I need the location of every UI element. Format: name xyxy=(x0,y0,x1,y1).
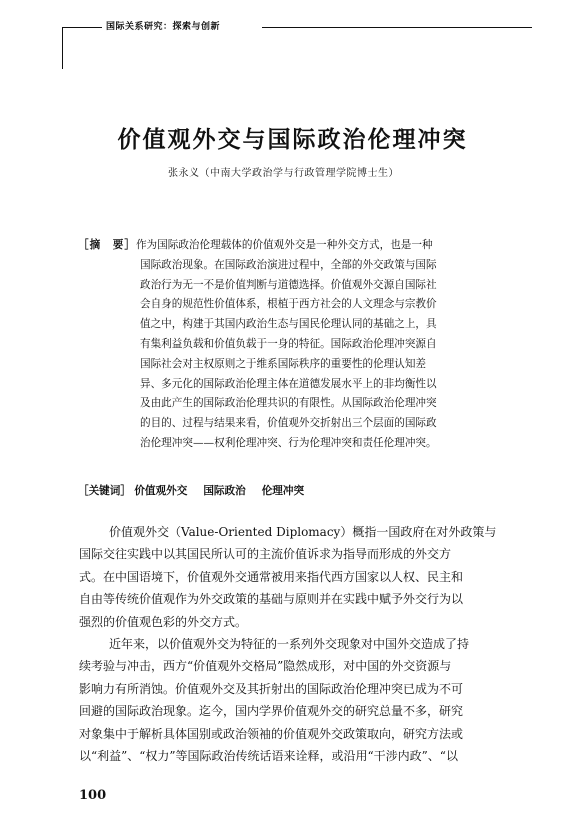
abstract-line-text: 治伦理冲突——权利伦理冲突、行为伦理冲突和责任伦理冲突。 xyxy=(140,436,437,449)
header-rule-vertical xyxy=(62,27,63,69)
abstract-line xyxy=(78,295,528,315)
keyword-item: 价值观外交 xyxy=(134,485,188,497)
abstract-line-text: 会自身的规范性价值体系，根植于西方社会的人文理念与宗教价 xyxy=(140,298,437,311)
abstract-line-text: 政治行为无一不是价值判断与道德选择。价值观外交源自国际社 xyxy=(140,278,437,291)
body-line: 影响力有所消蚀。价值观外交及其折射出的国际政治伦理冲突已成为不可 xyxy=(79,681,464,696)
keyword-item: 国际政治 xyxy=(203,485,246,497)
abstract-line xyxy=(78,375,528,395)
header-rule-left xyxy=(62,27,102,28)
abstract-line xyxy=(78,236,528,256)
abstract-label: ［摘 要］ xyxy=(78,239,136,251)
author-line: 张永义（中南大学政治学与行政管理学院博士生） xyxy=(168,168,399,179)
running-head: 国际关系研究：探索与创新 xyxy=(106,22,221,32)
abstract-line xyxy=(78,276,528,296)
body-line: 式。在中国语境下，价值观外交通常被用来指代西方国家以人权、民主和 xyxy=(79,569,464,584)
keywords xyxy=(78,483,320,498)
keywords-label: ［关键词］ xyxy=(78,485,131,497)
abstract-line-text: 国际政治现象。在国际政治演进过程中，全部的外交政策与国际 xyxy=(140,258,437,271)
abstract-line-text: 值之中，构建于其国内政治生态与国民伦理认同的基础之上，具 xyxy=(140,318,437,331)
body-line: 近年来，以价值观外交为特征的一系列外交现象对中国外交造成了持 xyxy=(109,636,470,651)
body-line: 对象集中于解析具体国别或政治领袖的价值观外交政策取向，研究方法或 xyxy=(79,726,464,741)
abstract-line xyxy=(78,315,528,335)
abstract-line xyxy=(78,434,528,454)
body-line: 回避的国际政治现象。迄今，国内学界价值观外交的研究总量不多，研究 xyxy=(79,704,464,719)
abstract-line xyxy=(78,414,528,434)
abstract-line-text: 国际社会对主权原则之于维系国际秩序的重要性的伦理认知差 xyxy=(140,357,427,370)
abstract-line xyxy=(78,256,528,276)
body-line: 价值观外交（Value-Oriented Diplomacy）概指一国政府在对外政策与 xyxy=(109,525,497,539)
body-text xyxy=(79,521,519,767)
abstract-line xyxy=(78,355,528,375)
header-rule-right xyxy=(262,27,532,28)
abstract-line-text: 异、多元化的国际政治伦理主体在道德发展水平上的非均衡性以 xyxy=(140,377,437,390)
page-number: 100 xyxy=(79,788,107,803)
body-line: 自由等传统价值观作为外交政策的基础与原则并在实践中赋予外交行为以 xyxy=(79,592,464,607)
article-title: 价值观外交与国际政治伦理冲突 xyxy=(117,127,468,153)
keyword-item: 伦理冲突 xyxy=(261,485,305,497)
body-line: 强烈的价值观色彩的外交方式。 xyxy=(79,614,248,629)
abstract-line xyxy=(78,335,528,355)
abstract-line-text: 的目的、过程与结果来看，价值观外交折射出三个层面的国际政 xyxy=(140,417,437,430)
abstract-line-text: 有集利益负载和价值负载于一身的特征。国际政治伦理冲突源自 xyxy=(140,337,437,350)
abstract-line-text: 及由此产生的国际政治伦理共识的有限性。从国际政治伦理冲突 xyxy=(140,397,437,410)
body-line: 续考验与冲击，西方“价值观外交格局”隐然成形，对中国的外交资源与 xyxy=(79,659,452,674)
abstract-line-text: 作为国际政治伦理载体的价值观外交是一种外交方式，也是一种 xyxy=(135,239,433,251)
abstract-line xyxy=(78,394,528,414)
body-line: 国际交往实践中以其国民所认可的主流价值诉求为指导而形成的外交方 xyxy=(79,547,452,562)
abstract xyxy=(78,236,528,454)
body-line: 以“利益”、“权力”等国际政治传统话语来诠释，或沿用“干涉内政”、“以 xyxy=(79,748,458,763)
